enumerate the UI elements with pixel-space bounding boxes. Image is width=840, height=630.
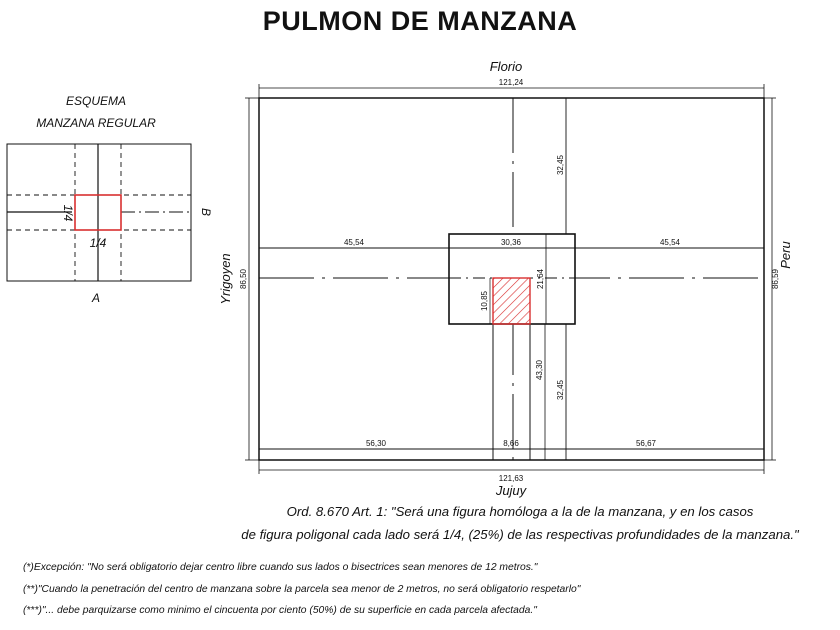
ordinance-line-2: de figura poligonal cada lado será 1/4, (25%) de las respectivas profundidades de la manzana."	[241, 527, 799, 542]
sketch-title-line1: ESQUEMA	[65, 94, 127, 108]
footnote-penetration: (**)"Cuando la penetración del centro de manzana sobre la parcela sea menor de 2 metros, no será obligatorio respetarlo"	[23, 584, 581, 595]
dim-bottom-width: 121,63	[498, 474, 524, 483]
block-plan	[245, 84, 776, 474]
sketch-label-a: A	[91, 291, 101, 305]
hatched-area	[493, 278, 530, 324]
sketch-block	[7, 144, 191, 281]
sketch-quarter-horizontal: 1/4	[89, 236, 107, 250]
sketch-label-b: B	[199, 207, 213, 217]
ordinance-line-1: Ord. 8.670 Art. 1: "Será una figura homóloga a la de la manzana, y en los casos	[286, 504, 754, 519]
sketch-quarter-vertical: 1/4	[61, 204, 75, 222]
street-bottom: Jujuy	[495, 483, 527, 498]
dim-upper-left: 45,54	[343, 238, 365, 247]
dim-top-width: 121,24	[498, 78, 524, 87]
dim-lower-left: 56,30	[365, 439, 387, 448]
ordinance-text	[220, 500, 820, 546]
dim-lower-center: 8,66	[503, 439, 519, 448]
street-left: Yrigoyen	[218, 253, 233, 305]
dim-hatched-height: 10,85	[480, 290, 489, 312]
dim-upper-right: 45,54	[659, 238, 681, 247]
dim-lower-right: 56,67	[635, 439, 657, 448]
street-top: Florio	[489, 59, 523, 74]
dim-center-height: 21,64	[536, 268, 545, 290]
dim-left-height: 86,50	[239, 268, 248, 290]
dim-lower-depth: 32,45	[556, 379, 565, 401]
dim-upper-depth: 32,45	[556, 154, 565, 176]
dim-strip-height: 43,30	[535, 359, 544, 381]
footnote-exception: (*)Excepción: "No será obligatorio dejar centro libre cuando sus lados o bisectrices sean menores de 12 metros."	[23, 562, 538, 573]
sketch-title-line2: MANZANA REGULAR	[36, 116, 156, 130]
street-right: Peru	[778, 241, 793, 269]
dim-upper-center: 30,36	[500, 238, 522, 247]
page-title: PULMON DE MANZANA	[262, 6, 578, 36]
dim-right-height: 86,59	[771, 268, 780, 290]
footnote-parquizar: (***)"... debe parquizarse como minimo el cincuenta por ciento (50%) de su superficie en cada parcela afectada."	[23, 605, 537, 616]
